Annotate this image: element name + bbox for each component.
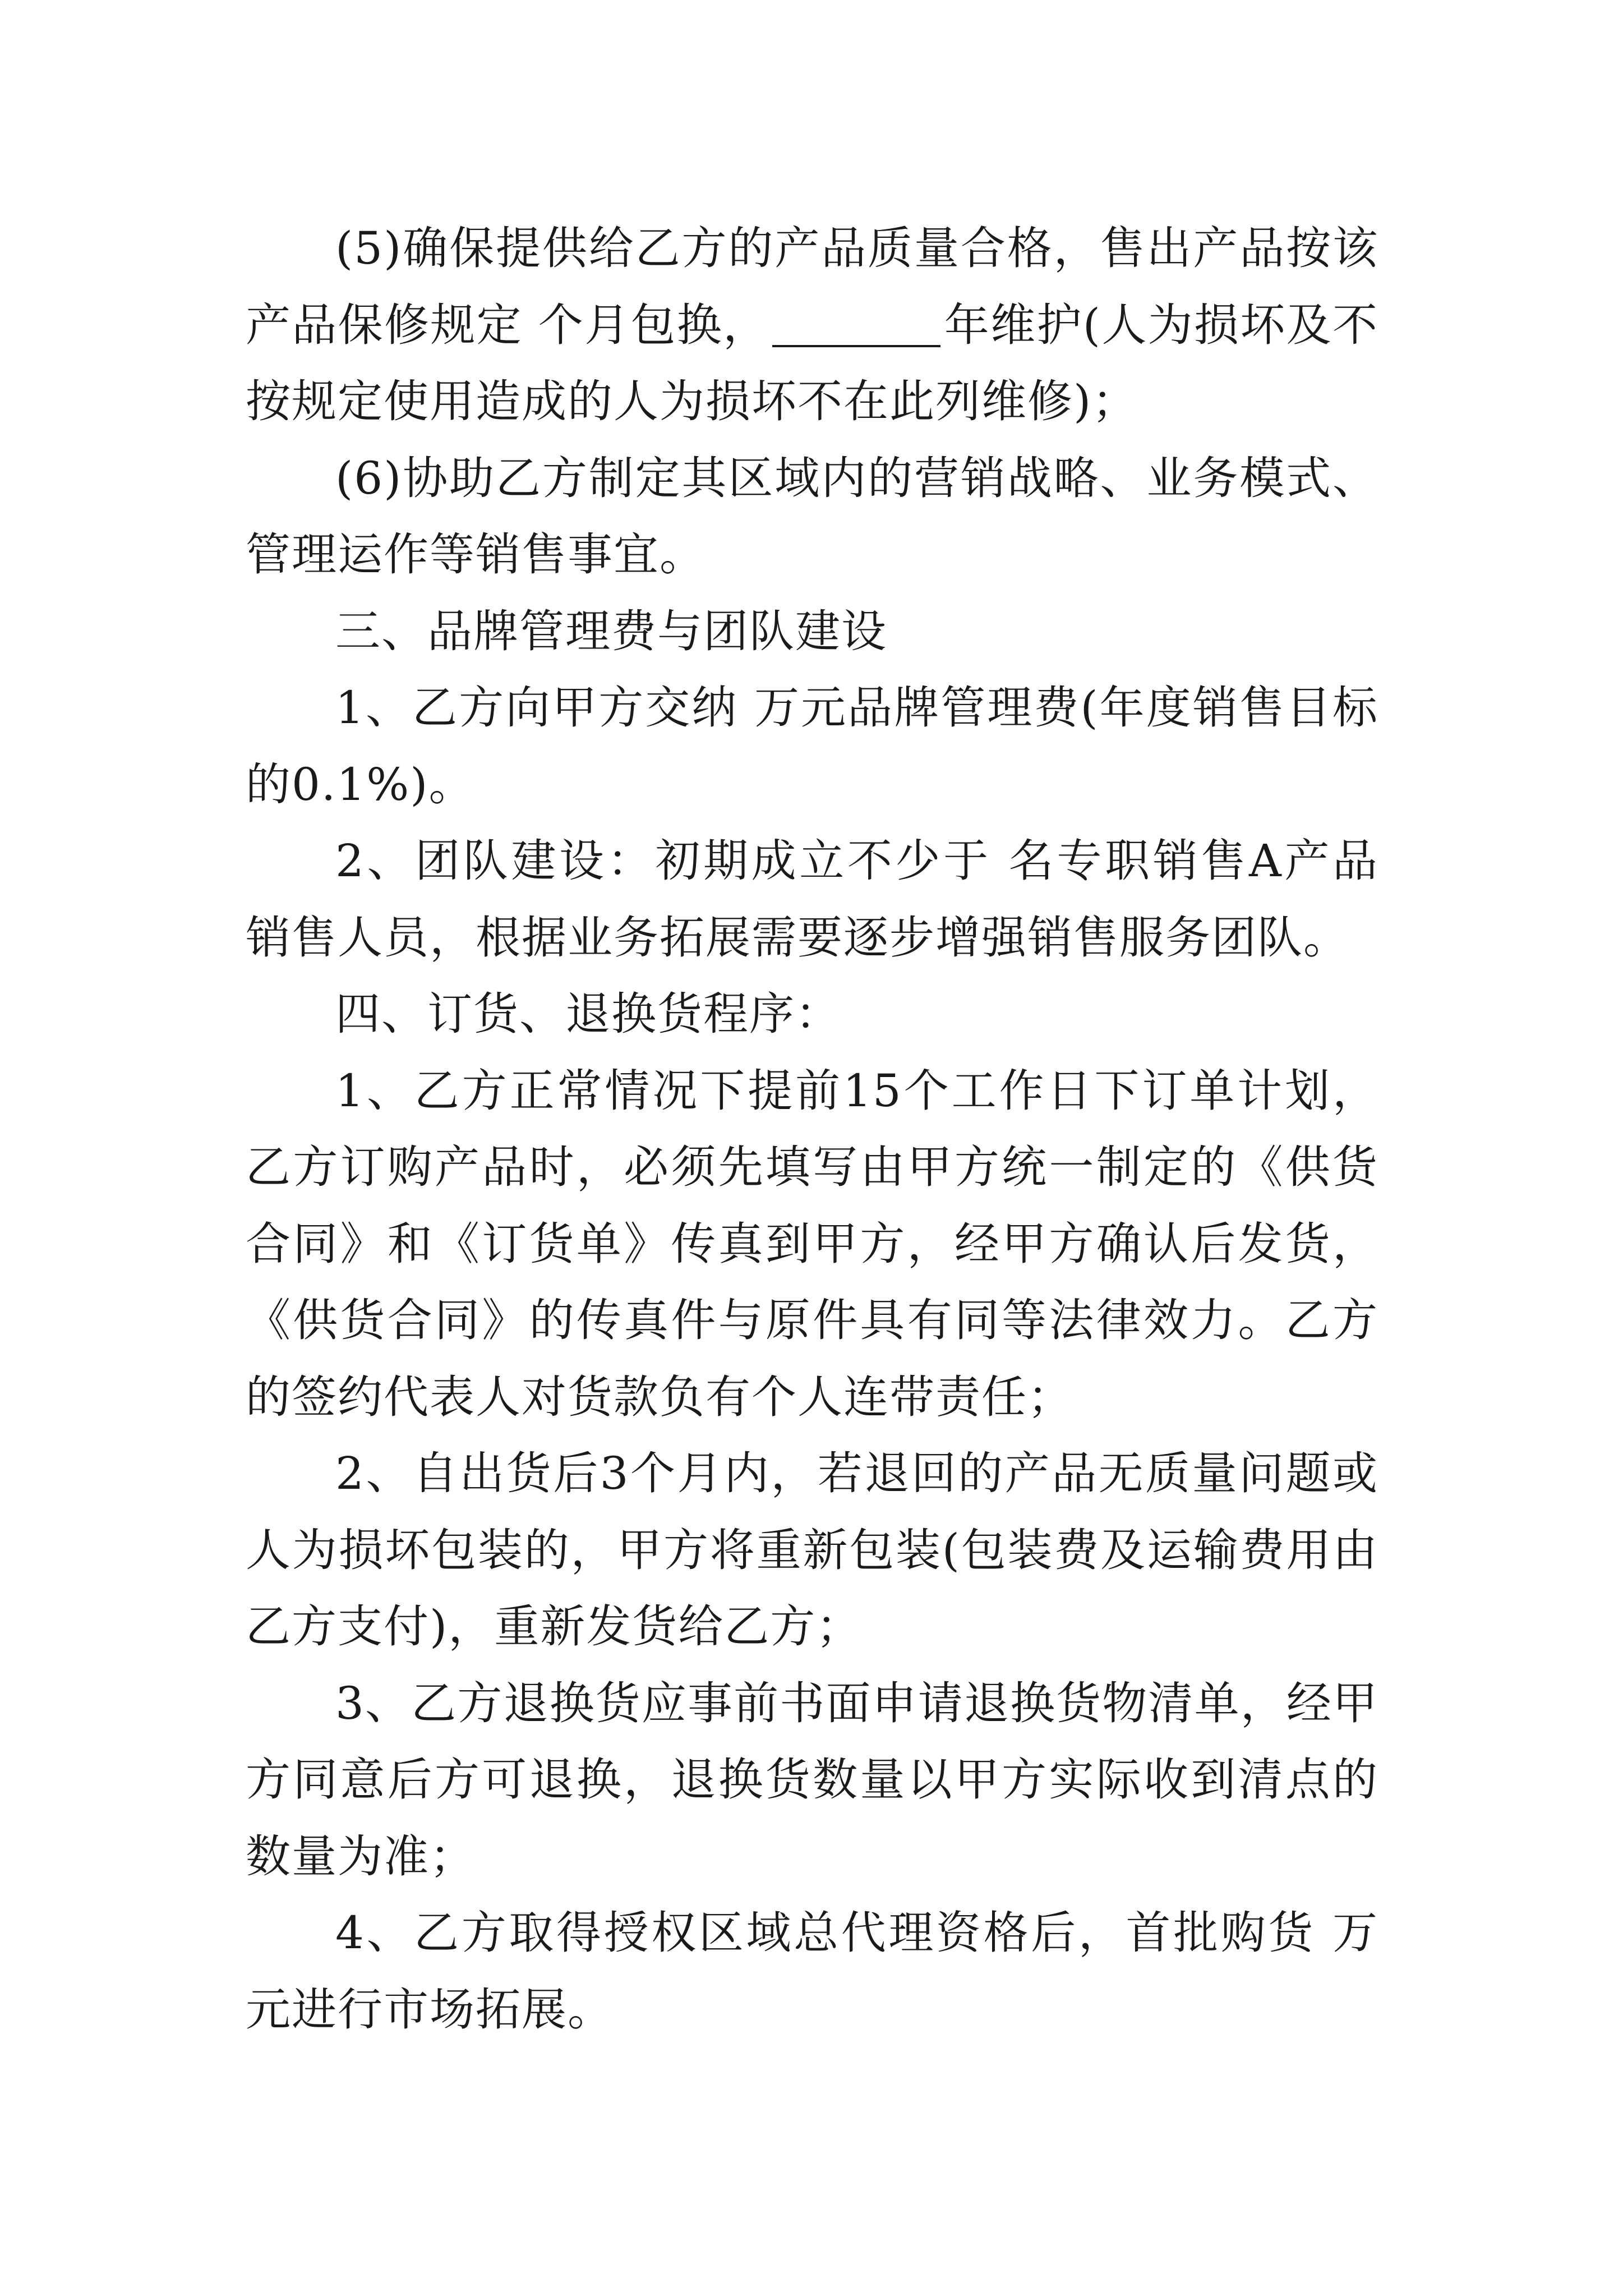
section-4-heading: 四、订货、退换货程序： <box>335 988 841 1040</box>
document-body <box>246 210 1378 2048</box>
clause-5-text-part1: (5)确保提供给乙方的产品质量合格，售出产品按该产品保修规定 个月包换， <box>246 222 1378 351</box>
clause-6-paragraph: (6)协助乙方制定其区域内的营销战略、业务模式、管理运作等销售事宜。 <box>246 452 1378 581</box>
section-3-heading: 三、品牌管理费与团队建设 <box>335 605 887 657</box>
section-3-item-2: 2、团队建设：初期成立不少于 名专职销售A产品销售人员，根据业务拓展需要逐步增强销售服务团队。 <box>246 835 1378 964</box>
section-4-item-4: 4、乙方取得授权区域总代理资格后，首批购货 万元进行市场拓展。 <box>246 1907 1378 2036</box>
section-4-item-1: 1、乙方正常情况下提前15个工作日下订单计划，乙方订购产品时，必须先填写由甲方统一制定的《供货合同》和《订货单》传真到甲方，经甲方确认后发货，《供货合同》的传真件与原件具有同等法律效力。乙方的签约代表人对货款负有个人连带责任； <box>246 1064 1378 1423</box>
section-3-item-1: 1、乙方向甲方交纳 万元品牌管理费(年度销售目标的0.1%)。 <box>246 682 1378 811</box>
blank-fill-line <box>772 300 940 347</box>
section-4-item-3: 3、乙方退换货应事前书面申请退换货物清单，经甲方同意后方可退换，退换货数量以甲方实际收到清点的数量为准； <box>246 1677 1378 1883</box>
section-4-item-2: 2、自出货后3个月内，若退回的产品无质量问题或人为损坏包装的，甲方将重新包装(包装费及运输费用由乙方支付)，重新发货给乙方； <box>246 1447 1378 1653</box>
clause-5-text-part2: 年维护(人为损坏及不按规定使用造成的人为损坏不在此列维修)； <box>246 298 1378 427</box>
clause-5-paragraph <box>246 210 1378 440</box>
